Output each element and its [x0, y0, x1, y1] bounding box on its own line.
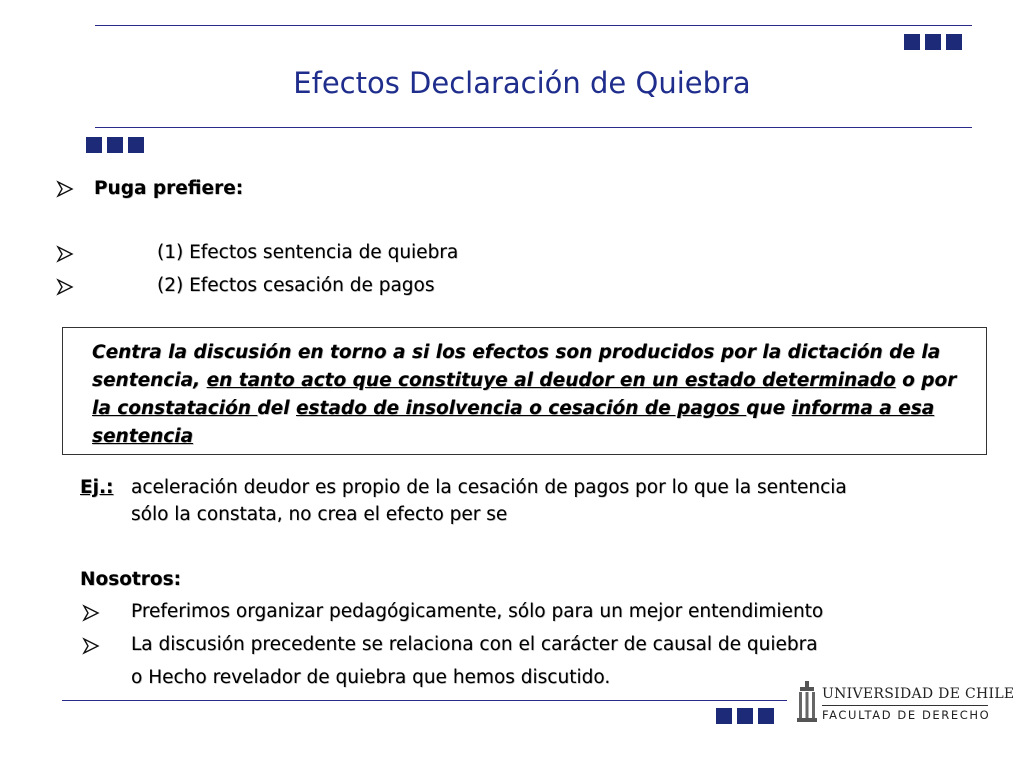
box-text-underlined: la constatación [92, 398, 258, 419]
box-text-part: que [746, 398, 792, 419]
square [758, 708, 774, 724]
arrow-bullet-icon [56, 245, 74, 263]
nosotros-continuation: o Hecho revelador de quiebra que hemos discutido. [131, 667, 611, 688]
square [737, 708, 753, 724]
arrow-bullet-icon [82, 637, 100, 655]
top-rule [95, 25, 972, 26]
box-text-part: del [257, 398, 296, 419]
title-underline-rule [95, 127, 972, 128]
nosotros-item-2: La discusión precedente se relaciona con el carácter de causal de quiebra [131, 634, 818, 655]
example-line-2: sólo la constata, no crea el efecto per se [131, 504, 508, 525]
nosotros-item-1: Preferimos organizar pedagógicamente, sólo para un mejor entendimiento [131, 601, 824, 622]
box-text-underlined: en tanto acto que constituye al deudor en un estado determinado [206, 370, 896, 391]
bullet-puga: Puga prefiere: [94, 178, 244, 199]
bottom-rule [62, 700, 787, 701]
bullet-efectos-sentencia: (1) Efectos sentencia de quiebra [157, 242, 459, 263]
logo-university-name: UNIVERSIDAD DE CHILE [822, 686, 1015, 702]
square [925, 34, 941, 50]
box-text-underlined: estado de insolvencia o cesación de pagos [296, 398, 747, 419]
box-text-underlined: informa a esa sentencia [92, 398, 935, 447]
university-logo [796, 678, 1015, 726]
university-crest-icon [796, 680, 818, 724]
arrow-bullet-icon [56, 278, 74, 296]
box-text-part: , [193, 370, 207, 391]
square [107, 137, 123, 153]
square [946, 34, 962, 50]
example-label: Ej.: [80, 477, 114, 498]
square [904, 34, 920, 50]
nosotros-label: Nosotros: [80, 569, 182, 590]
discussion-text [92, 339, 972, 451]
example-line-1: aceleración deudor es propio de la cesación de pagos por lo que la sentencia [131, 477, 847, 498]
logo-faculty-name: FACULTAD DE DERECHO [822, 708, 991, 722]
logo-divider [822, 705, 988, 706]
arrow-bullet-icon [56, 180, 74, 198]
bullet-efectos-cesacion: (2) Efectos cesación de pagos [157, 275, 435, 296]
square [716, 708, 732, 724]
arrow-bullet-icon [82, 604, 100, 622]
slide-title: Efectos Declaración de Quiebra [293, 66, 751, 100]
square [86, 137, 102, 153]
top-right-squares [904, 34, 962, 50]
box-text-part: o por [895, 370, 957, 391]
box-text-part: Centra la discusión en torno a si los efectos son producidos por la dictación de la sentencia [92, 342, 941, 391]
bottom-squares [716, 708, 774, 724]
square [128, 137, 144, 153]
left-squares [86, 137, 144, 153]
